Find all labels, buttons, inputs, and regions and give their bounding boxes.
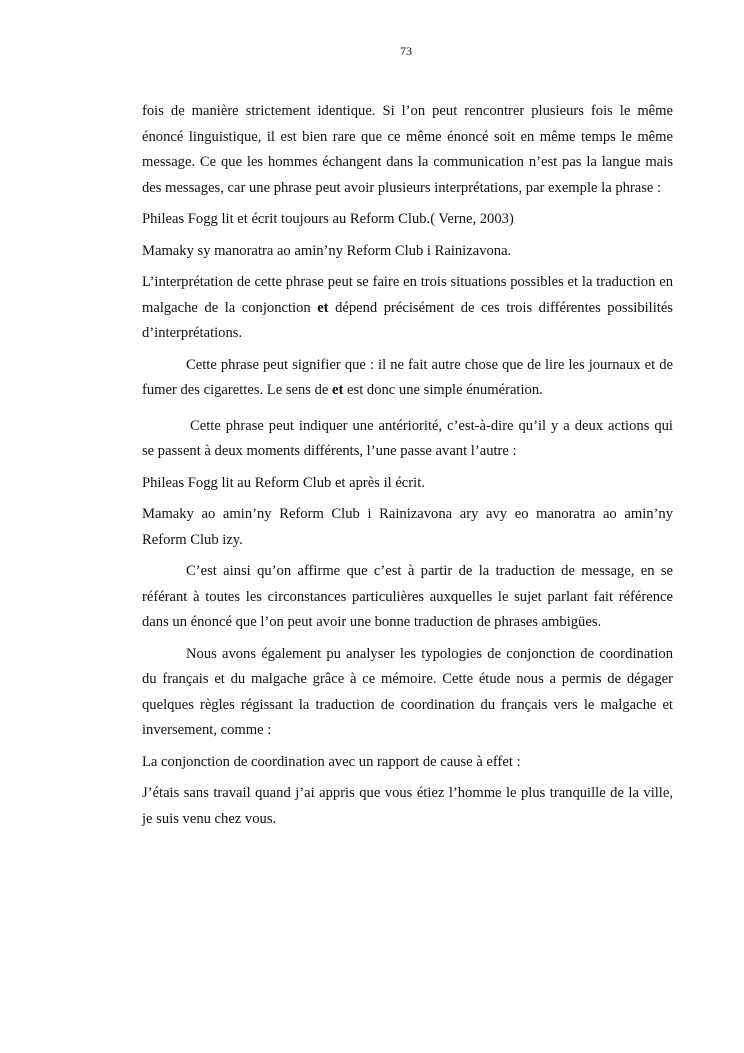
paragraph: Nous avons également pu analyser les typologies de conjonction de coordination du français et du malgache grâce à ce mémoire. Cette étude nous a permis de dégager quelques règles régissant la traduction de coordination du français vers le malgache et inversement, comme : xyxy=(142,645,673,738)
paragraph-text: est donc une simple énumération. xyxy=(343,382,543,398)
paragraph: C’est ainsi qu’on affirme que c’est à partir de la traduction de message, en se référant à toutes les circonstances particulières auxquelles le sujet parlant fait référence dans un énoncé que l’on peut avoir une bonne traduction de phrases ambigües. xyxy=(142,563,673,630)
paragraph-text: dépend précisément de ces trois différentes possibilités d’interprétations. xyxy=(142,299,673,341)
example-sentence-french: Phileas Fogg lit au Reform Club et après il écrit. xyxy=(142,474,425,491)
example-sentence-french: Phileas Fogg lit et écrit toujours au Reform Club.( Verne, 2003) xyxy=(142,211,514,227)
paragraph-text: Cette phrase peut signifier que : il ne fait autre chose que de lire les journaux et de fumer des cigarettes. Le sens de xyxy=(142,356,673,398)
page-number: 73 xyxy=(400,44,412,58)
keyword-et: et xyxy=(317,299,329,316)
document-body xyxy=(142,99,673,838)
paragraph: Cette phrase peut indiquer une antériorité, c’est-à-dire qu’il y a deux actions qui se passent à deux moments différents, l’une passe avant l’autre : xyxy=(142,417,673,459)
example-sentence-malagasy: Mamaky sy manoratra ao amin’ny Reform Club i Rainizavona. xyxy=(142,242,512,259)
paragraph-text: L’interprétation de cette phrase peut se faire en trois situations possibles et la traduction en malgache de la conjonction xyxy=(142,274,673,316)
paragraph: fois de manière strictement identique. Si l’on peut rencontrer plusieurs fois le même énoncé linguistique, il est bien rare que ce même énoncé soit en même temps le même message. Ce que les hommes échangent dans la communication n’est pas la langue mais des messages, car une phrase peut avoir plusieurs interprétations, par exemple la phrase : xyxy=(142,103,673,196)
example-sentence-malagasy: Mamaky ao amin’ny Reform Club i Rainizavona ary avy eo manoratra ao amin’ny Reform Club izy. xyxy=(142,506,673,548)
paragraph: La conjonction de coordination avec un rapport de cause à effet : xyxy=(142,753,521,770)
keyword-et: et xyxy=(332,382,344,398)
paragraph xyxy=(142,270,673,347)
example-sentence-french: J’étais sans travail quand j’ai appris que vous étiez l’homme le plus tranquille de la ville, je suis venu chez vous. xyxy=(142,785,673,827)
paragraph xyxy=(142,353,673,404)
